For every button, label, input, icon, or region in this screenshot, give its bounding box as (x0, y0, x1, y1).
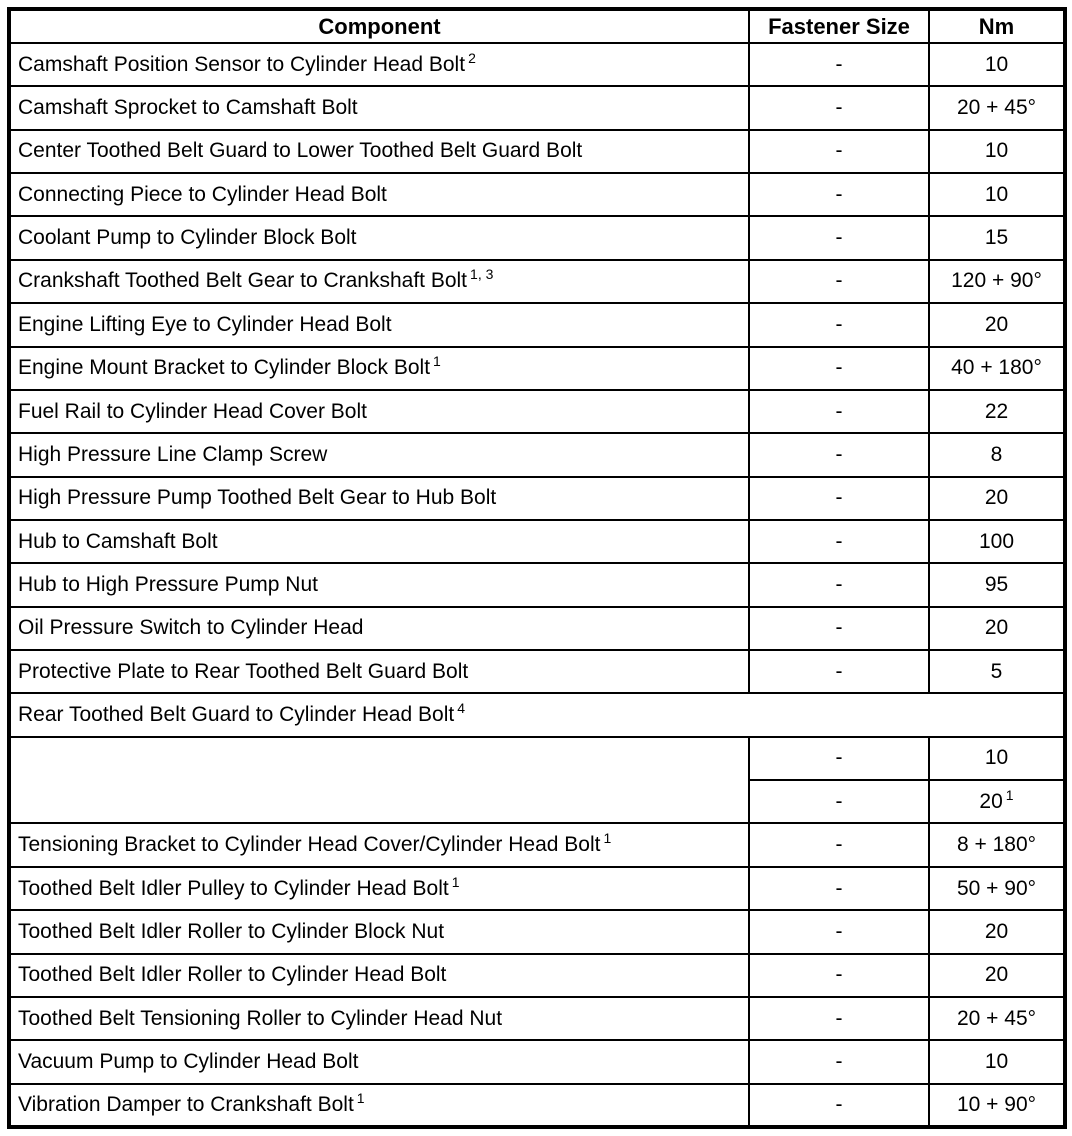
footnote-marker: 1 (1005, 786, 1014, 803)
nm-cell (929, 43, 1065, 86)
fastener-size-cell (749, 520, 929, 563)
nm-cell-text: 20 (984, 486, 1009, 510)
nm-cell (929, 477, 1065, 520)
fastener-size-cell-text: - (835, 399, 843, 423)
table-row (9, 130, 1065, 173)
fastener-size-cell (749, 433, 929, 476)
component-cell (9, 216, 749, 259)
nm-cell-text: 20 (984, 616, 1009, 640)
table-row (9, 520, 1065, 563)
component-cell (9, 303, 749, 346)
fastener-size-cell (749, 86, 929, 129)
footnote-marker: 1 (603, 830, 612, 847)
nm-cell (929, 433, 1065, 476)
header-fastener-size: Fastener Size (749, 9, 929, 43)
nm-cell (929, 216, 1065, 259)
nm-cell-text: 5 (990, 659, 1003, 683)
table-row (9, 477, 1065, 520)
nm-cell-text: 10 (984, 1049, 1009, 1073)
component-cell (9, 260, 749, 303)
nm-cell-text: 50 + 90° (956, 876, 1037, 900)
nm-cell (929, 260, 1065, 303)
fastener-size-cell (749, 650, 929, 693)
component-cell-text: Crankshaft Toothed Belt Gear to Crankshaft Bolt (18, 269, 468, 293)
nm-cell-text: 40 + 180° (951, 356, 1042, 380)
component-cell (9, 477, 749, 520)
fastener-size-cell (749, 823, 929, 866)
component-cell (9, 650, 749, 693)
component-cell (9, 173, 749, 216)
nm-cell (929, 1084, 1065, 1127)
table-row (9, 303, 1065, 346)
nm-cell-text: 22 (984, 399, 1009, 423)
nm-cell (929, 130, 1065, 173)
nm-cell-text: 100 (978, 529, 1015, 553)
component-cell-text: Tensioning Bracket to Cylinder Head Cover/Cylinder Head Bolt (18, 833, 601, 857)
table-row (9, 260, 1065, 303)
component-cell (9, 867, 749, 910)
fastener-size-cell-text: - (835, 312, 843, 336)
footnote-marker: 2 (468, 49, 476, 66)
component-cell (9, 520, 749, 563)
nm-cell-text: 20 + 45° (956, 96, 1037, 120)
fastener-size-cell (749, 303, 929, 346)
fastener-size-cell-text: - (835, 1092, 843, 1116)
table-row (9, 650, 1065, 693)
component-cell (9, 86, 749, 129)
component-cell-text: Hub to Camshaft Bolt (18, 529, 218, 553)
nm-cell-text: 20 (984, 919, 1009, 943)
nm-cell-text: 20 (984, 312, 1009, 336)
table-row (9, 997, 1065, 1040)
component-cell-text: Coolant Pump to Cylinder Block Bolt (18, 226, 357, 250)
fastener-size-cell (749, 347, 929, 390)
footnote-marker: 4 (457, 700, 465, 717)
nm-cell-text: 120 + 90° (951, 269, 1042, 293)
component-cell-text: Toothed Belt Idler Roller to Cylinder Head Bolt (18, 963, 447, 987)
nm-cell-text: 20 + 45° (956, 1006, 1037, 1030)
table-row (9, 216, 1065, 259)
fastener-size-cell-text: - (835, 876, 843, 900)
component-cell-text: Connecting Piece to Cylinder Head Bolt (18, 182, 387, 206)
table-row (9, 867, 1065, 910)
component-cell (9, 823, 749, 866)
table-row (9, 86, 1065, 129)
fastener-size-cell-text: - (835, 139, 843, 163)
component-cell (9, 607, 749, 650)
nm-cell (929, 1040, 1065, 1083)
component-cell-text: Center Toothed Belt Guard to Lower Toothed Belt Guard Bolt (18, 139, 583, 163)
component-cell-text: Camshaft Position Sensor to Cylinder Head Bolt (18, 52, 466, 76)
fastener-size-cell-text: - (835, 226, 843, 250)
nm-cell (929, 520, 1065, 563)
component-cell (9, 737, 749, 824)
component-cell (9, 563, 749, 606)
component-cell (9, 130, 749, 173)
fastener-size-cell (749, 390, 929, 433)
fastener-size-cell (749, 216, 929, 259)
fastener-size-cell-text: - (835, 96, 843, 120)
nm-cell (929, 954, 1065, 997)
footnote-marker: 1 (451, 873, 460, 890)
nm-cell (929, 650, 1065, 693)
table-row (9, 823, 1065, 866)
nm-cell-text: 8 (990, 442, 1003, 466)
component-cell-text: Fuel Rail to Cylinder Head Cover Bolt (18, 399, 367, 423)
fastener-size-cell-text: - (835, 919, 843, 943)
fastener-size-cell (749, 910, 929, 953)
fastener-size-cell (749, 477, 929, 520)
nm-cell (929, 997, 1065, 1040)
fastener-size-cell-text: - (835, 1006, 843, 1030)
fastener-size-cell-text: - (835, 746, 843, 770)
nm-cell-text: 20 (984, 963, 1009, 987)
nm-cell (929, 910, 1065, 953)
fastener-size-cell (749, 1084, 929, 1127)
component-cell-text: High Pressure Line Clamp Screw (18, 442, 328, 466)
footnote-marker: 1 (433, 353, 441, 370)
fastener-size-cell-text: - (835, 356, 843, 380)
table-row (9, 390, 1065, 433)
nm-cell-text: 95 (984, 572, 1009, 596)
component-cell-text: Vacuum Pump to Cylinder Head Bolt (18, 1049, 359, 1073)
component-cell (9, 390, 749, 433)
nm-cell (929, 607, 1065, 650)
nm-cell (929, 173, 1065, 216)
nm-cell (929, 823, 1065, 866)
component-cell (9, 693, 1065, 736)
header-component: Component (9, 9, 749, 43)
component-cell-text: Toothed Belt Tensioning Roller to Cylinder Head Nut (18, 1006, 503, 1030)
fastener-size-cell-text: - (835, 52, 843, 76)
fastener-size-cell-text: - (835, 182, 843, 206)
component-cell (9, 43, 749, 86)
fastener-size-cell-text: - (835, 833, 843, 857)
component-cell-text: Rear Toothed Belt Guard to Cylinder Head Bolt (18, 703, 455, 727)
table-row (9, 1040, 1065, 1083)
torque-spec-table (7, 7, 1067, 1129)
nm-cell-text: 10 (984, 52, 1009, 76)
nm-cell-text: 8 + 180° (956, 833, 1037, 857)
nm-cell (929, 867, 1065, 910)
component-cell (9, 954, 749, 997)
footnote-marker: 1, 3 (470, 266, 494, 283)
table-row (9, 433, 1065, 476)
fastener-size-cell-text: - (835, 529, 843, 553)
header-nm: Nm (929, 9, 1065, 43)
component-cell (9, 910, 749, 953)
component-cell (9, 433, 749, 476)
component-cell-text: Engine Lifting Eye to Cylinder Head Bolt (18, 312, 392, 336)
nm-cell (929, 737, 1065, 780)
fastener-size-cell (749, 780, 929, 823)
table-body (9, 43, 1065, 1127)
table-row (9, 43, 1065, 86)
fastener-size-cell (749, 260, 929, 303)
footnote-marker: 1 (356, 1089, 365, 1106)
table-row (9, 347, 1065, 390)
table-row (9, 954, 1065, 997)
component-cell-text: Camshaft Sprocket to Camshaft Bolt (18, 96, 358, 120)
nm-cell (929, 303, 1065, 346)
table-row (9, 737, 1065, 780)
fastener-size-cell-text: - (835, 616, 843, 640)
component-cell (9, 347, 749, 390)
header-row (9, 9, 1065, 43)
nm-cell (929, 780, 1065, 823)
component-cell (9, 1040, 749, 1083)
fastener-size-cell-text: - (835, 1049, 843, 1073)
component-cell-text: Toothed Belt Idler Roller to Cylinder Block Nut (18, 919, 445, 943)
component-cell-text: Vibration Damper to Crankshaft Bolt (18, 1092, 354, 1116)
table-row (9, 607, 1065, 650)
component-cell-text: High Pressure Pump Toothed Belt Gear to Hub Bolt (18, 486, 497, 510)
component-cell-text: Hub to High Pressure Pump Nut (18, 572, 318, 596)
component-cell (9, 997, 749, 1040)
fastener-size-cell (749, 563, 929, 606)
fastener-size-cell (749, 997, 929, 1040)
fastener-size-cell (749, 1040, 929, 1083)
nm-cell-text: 20 (979, 789, 1003, 813)
fastener-size-cell (749, 867, 929, 910)
nm-cell (929, 390, 1065, 433)
nm-cell-text: 15 (984, 226, 1009, 250)
fastener-size-cell-text: - (835, 269, 843, 293)
table-row (9, 1084, 1065, 1127)
fastener-size-cell (749, 130, 929, 173)
table-row (9, 563, 1065, 606)
fastener-size-cell (749, 43, 929, 86)
nm-cell (929, 563, 1065, 606)
table-row (9, 693, 1065, 736)
component-cell-text: Oil Pressure Switch to Cylinder Head (18, 616, 364, 640)
component-cell (9, 1084, 749, 1127)
nm-cell-text: 10 (984, 746, 1009, 770)
fastener-size-cell-text: - (835, 442, 843, 466)
nm-cell-text: 10 + 90° (956, 1092, 1037, 1116)
fastener-size-cell-text: - (835, 486, 843, 510)
component-cell-text: Engine Mount Bracket to Cylinder Block Bolt (18, 356, 431, 380)
table-row (9, 910, 1065, 953)
fastener-size-cell (749, 173, 929, 216)
fastener-size-cell-text: - (835, 572, 843, 596)
fastener-size-cell-text: - (835, 789, 843, 813)
nm-cell (929, 86, 1065, 129)
fastener-size-cell-text: - (835, 963, 843, 987)
component-cell-text: Toothed Belt Idler Pulley to Cylinder Head Bolt (18, 876, 449, 900)
fastener-size-cell (749, 607, 929, 650)
nm-cell-text: 10 (984, 139, 1009, 163)
fastener-size-cell (749, 737, 929, 780)
nm-cell-text: 10 (984, 182, 1009, 206)
fastener-size-cell (749, 954, 929, 997)
component-cell-text: Protective Plate to Rear Toothed Belt Guard Bolt (18, 659, 469, 683)
nm-cell (929, 347, 1065, 390)
table-row (9, 173, 1065, 216)
fastener-size-cell-text: - (835, 659, 843, 683)
